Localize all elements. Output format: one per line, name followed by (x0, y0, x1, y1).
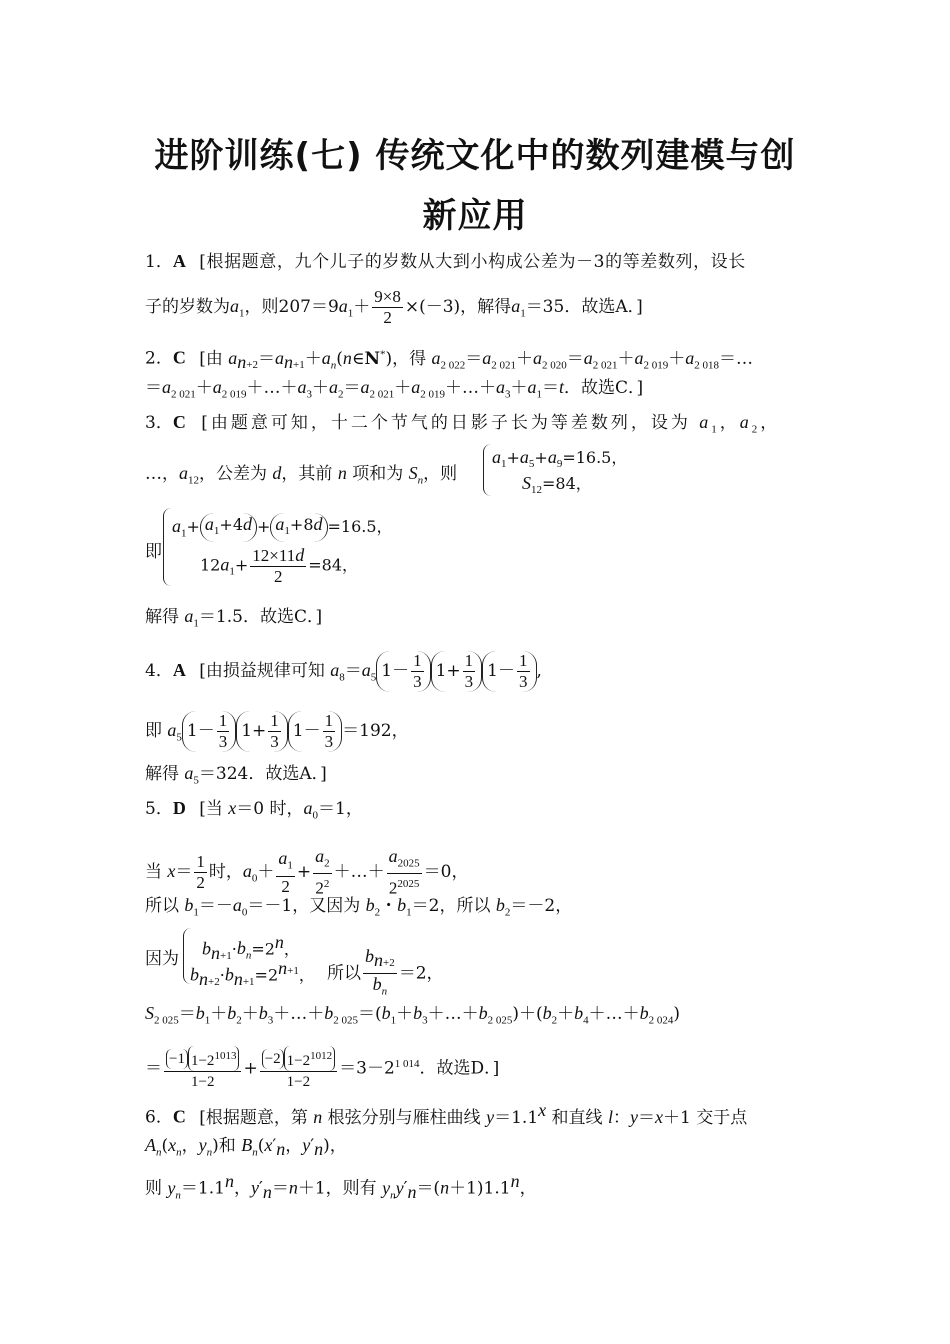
q1-text2-post: ×(－3)，解得 (404, 297, 512, 317)
q1-choice: A (172, 251, 186, 271)
q1-number: 1． (145, 252, 173, 272)
q6-number: 6． (145, 1107, 173, 1128)
q5-system-eq2: $b_{n+2}\cdot b_{n+1}=2^{n+1}$， (190, 958, 315, 989)
q1-text1: [根据题意，九个儿子的岁数从大到小构成公差为－3的等差数列，设长 (199, 252, 746, 272)
q1-text2-pre: 子的岁数为 (145, 297, 230, 317)
q2-line2: $=a_{2 021}+a_{2 019}+\dots+a_3+a_2=a_{2 021}+a_{2 019}+\dots+a_3+a_1=t$．故选C．] (145, 377, 644, 401)
q5-system-eq1: $b_{n+1}\cdot b_n=2^n$， (202, 932, 300, 963)
q5-line4-prefix: 因为 (145, 949, 179, 969)
q2-number: 2． (145, 348, 173, 369)
q3-line2: …，$a_{12}$，公差为 d，其前 n 项和为 $S_n$，则 (145, 463, 458, 487)
q6-line1: 6．C [根据题意，第 n 根弦分别与雁柱曲线 $y=1.1^x$ 和直线 l：y＝x＋1 交于点 (145, 1100, 748, 1128)
q3-line3-prefix: 即 (145, 542, 162, 562)
q3-line1: 3．C [由题意可知，十二个节气的日影子长为等差数列，设为 $a_1$，$a_2$， (145, 412, 781, 436)
q3-choice: C (172, 412, 186, 432)
q3-number: 3． (145, 413, 173, 433)
q3-system1-eq2: $S_{12}=84$， (522, 473, 592, 497)
page-title-line2: 新应用 (422, 196, 528, 236)
q4-line2: 即 $a_5$ 1－ $\frac{1}{3}$ 1+ $\frac{1}{3}$ 1－ $\frac{1}{3}$ ＝192， (145, 711, 409, 751)
q5-line3: 所以 $b_1=-a_0=-1$，又因为 $b_2$・$b_1=2$，所以 $b_2=-2$， (145, 895, 573, 919)
q1-text2-end: ＝35．故选A．] (525, 297, 643, 317)
q5-line1: 5．D [当 x＝0 时，$a_0=1$， (145, 798, 363, 822)
q1-line1 (145, 250, 746, 273)
q4-line1-pre: [由损益规律可知 (199, 661, 325, 681)
q4-line2-post: ＝192， (342, 721, 409, 741)
q3-system2-eq2: $12a_1+$ $\frac{12\times 11d}{2}$ =84， (200, 545, 359, 586)
q6-choice: C (172, 1106, 186, 1127)
q4-choice: A (172, 660, 186, 680)
q3-line4: 解得 $a_1=1.5$．故选C．] (145, 606, 323, 630)
page-title-line1: 进阶训练(七) 传统文化中的数列建模与创 (154, 136, 796, 176)
q5-number: 5． (145, 799, 173, 819)
q2-line1 (145, 343, 753, 376)
q4-line1: 4．A [由损益规律可知 $a_8=a_5$ 1－ $\frac{1}{3}$ 1+ $\frac{1}{3}$ 1－ $\frac{1}{3}$ , (145, 651, 542, 691)
q4-line3: 解得 $a_5=324$．故选A．] (145, 763, 327, 787)
q5-line6: ＝ $\frac{-1 1-2^{1013}}{1-2}$ + $\frac{-2 1-2^{1012}}{1-2}$ $=3-2^{1 014}$．故选D．] (145, 1046, 499, 1092)
q6-line3: 则 $y_n=1.1^n$，$y'_n=n+1$，则有 $y_ny'_n=(n+1)1.1^n$， (145, 1171, 537, 1203)
q3-system1-eq1: $a_1+a_5+a_9=16.5$， (492, 447, 628, 471)
q4-line2-pre: 即 (145, 721, 162, 741)
q6-line2: $A_n(x_n$，$y_n$)和 $B_n(x'_n$，$y'_n$)， (145, 1135, 347, 1160)
q2-formula1: [由 $a_{n+2}=a_{n+1}+a_n(n\in N^*)$，得 $a_{2 022}=a_{2 021}+a_{2 020}=a_{2 021}+a_{2 019}+a_{2 018}=\dots$ (199, 347, 754, 373)
q2-choice: C (172, 347, 186, 368)
q3-system1-brace (483, 444, 492, 496)
q3-system2-eq1: $a_1+ a_1+4d + a_1+8d =16.5$， (172, 513, 393, 544)
q5-line2: 当 x＝ $\frac{1}{2}$ 时，$a_0+$ $\frac{a_1}{2}$ + $\frac{a_2}{2^2}$ ＋…＋ $\frac{a_{2025}}{2^{2025}}$ ＝0， (145, 846, 469, 899)
q1-text2-mid: ，则207＝9 (244, 297, 339, 317)
q5-line5: $S_{2 025}=b_1+b_2+b_3+\dots+b_{2 025}=(b_1+b_3+\dots+b_{2 025})+(b_2+b_4+\dots+b_{2 024})$ (145, 1003, 681, 1027)
q5-line4-suffix: 所以 $\frac{b_{n+2}}{b_n}$ ＝2， (327, 946, 444, 998)
q1-line2: 子的岁数为$a_1$，则$207=9a_1+$ $\frac{9\times 8}{2}$ ×(－3)，解得$a_1=35$．故选A．] (145, 287, 643, 327)
q5-choice: D (172, 798, 186, 818)
q4-number: 4． (145, 661, 173, 681)
q3-system2-brace (163, 508, 172, 586)
q1-fraction: $\frac{9\times 8}{2}$ (374, 287, 401, 327)
